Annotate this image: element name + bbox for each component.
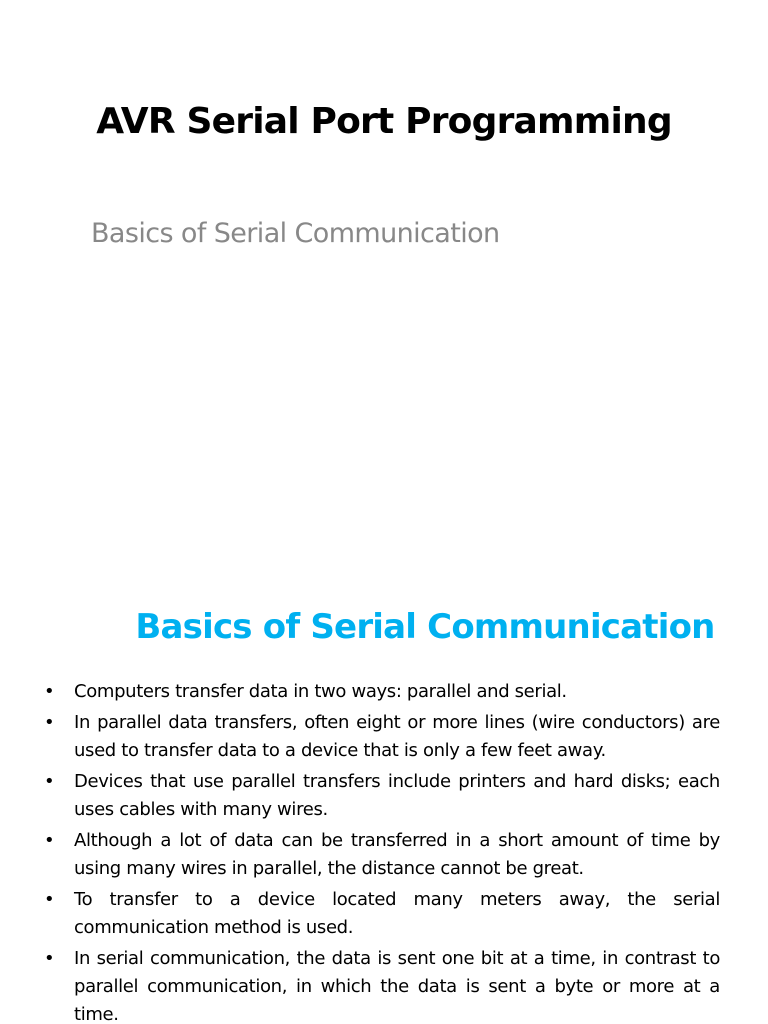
bullet-text: Devices that use parallel transfers include printers and hard disks; each uses cables with many wires.	[74, 771, 720, 820]
bullet-dot-icon: •	[44, 889, 55, 910]
bullet-dot-icon: •	[44, 771, 55, 792]
bullet-item	[44, 709, 720, 765]
bullet-text: In parallel data transfers, often eight or more lines (wire conductors) are used to transfer data to a device that is only a few feet away.	[74, 712, 720, 761]
content-slide	[0, 576, 768, 1024]
bullet-item	[44, 827, 720, 883]
bullet-item	[44, 886, 720, 942]
bullet-text: To transfer to a device located many meters away, the serial communication method is used.	[74, 889, 720, 938]
bullet-dot-icon: •	[44, 948, 55, 969]
bullet-item	[44, 945, 720, 1024]
bullet-text: In serial communication, the data is sent one bit at a time, in contrast to parallel communication, in which the data is sent a byte or more at a time.	[74, 948, 720, 1024]
presentation-subtitle: Basics of Serial Communication	[91, 218, 500, 249]
bullet-item	[44, 678, 720, 706]
bullet-item	[44, 768, 720, 824]
bullet-dot-icon: •	[44, 681, 55, 702]
bullet-dot-icon: •	[44, 830, 55, 851]
presentation-title: AVR Serial Port Programming	[96, 101, 672, 142]
bullet-text: Although a lot of data can be transferred in a short amount of time by using many wires in parallel, the distance cannot be great.	[74, 830, 720, 879]
section-title: Basics of Serial Communication	[135, 607, 715, 647]
bullet-dot-icon: •	[44, 712, 55, 733]
bullet-list	[44, 678, 720, 1024]
bullet-text: Computers transfer data in two ways: parallel and serial.	[74, 681, 567, 702]
